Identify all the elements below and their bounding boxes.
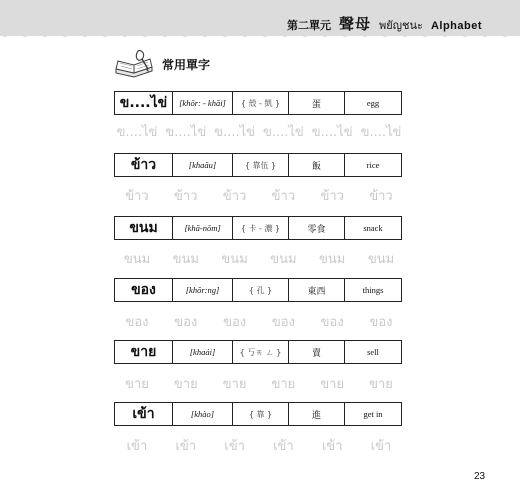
tracing-word: ขนม <box>123 251 151 267</box>
phonetic: [khaái] <box>173 341 233 363</box>
tracing-word: ขาย <box>125 376 149 392</box>
tracing-word: ขาย <box>369 376 393 392</box>
tracing-word: เข้า <box>273 438 294 454</box>
chapter-title-english: Alphabet <box>430 20 482 32</box>
english-meaning: things <box>362 285 384 295</box>
tracing-word: ของ <box>320 314 344 330</box>
tracing-word: ข....ไข่ <box>116 124 158 140</box>
thai-word: ของ <box>115 279 173 301</box>
tracing-word: ของ <box>223 314 247 330</box>
tracing-word: เข้า <box>126 438 148 454</box>
open-book-pencil-icon <box>112 47 160 79</box>
unit-label: 第二單元 <box>286 19 331 32</box>
tracing-word: ข....ไข่ <box>262 124 304 140</box>
tracing-word: ขาย <box>271 376 296 392</box>
tracing-word: ขาย <box>320 376 345 392</box>
tracing-practice-row <box>114 184 404 206</box>
phonetic: [khào] <box>173 403 233 425</box>
tracing-practice-row <box>114 310 404 332</box>
vocab-row <box>114 402 402 426</box>
tracing-word: ของ <box>369 314 393 330</box>
phonetic: [khă-nŏm] <box>173 217 233 239</box>
english-meaning: egg <box>366 98 380 108</box>
tracing-word: ขาย <box>222 376 247 392</box>
chinese-meaning: 零食 <box>289 217 345 239</box>
pronunciation-hint: { 靠伍 } <box>233 154 289 176</box>
tracing-word: เข้า <box>370 438 392 454</box>
phonetic: [khaău] <box>173 154 233 176</box>
pronunciation-hint: { 卡 - 濃 } <box>233 217 289 239</box>
vocab-row <box>114 278 402 302</box>
thai-word: ข้าว <box>115 154 173 176</box>
chinese-meaning: 賣 <box>289 341 345 363</box>
pronunciation-hint: { 丂ㄞ ㄥ } <box>233 341 289 363</box>
tracing-word: ข้าว <box>174 188 198 204</box>
chapter-title-chinese: 聲母 <box>338 15 371 33</box>
tracing-word: ข้าว <box>271 188 296 204</box>
tracing-practice-row <box>114 372 404 394</box>
vocab-row <box>114 91 402 115</box>
thai-word: เข้า <box>115 403 173 425</box>
tracing-word: ของ <box>174 314 198 330</box>
english-meaning: snack <box>363 223 383 233</box>
chinese-meaning: 東西 <box>289 279 345 301</box>
tracing-word: ข....ไข่ <box>360 124 402 140</box>
tracing-word: ข้าว <box>222 188 247 204</box>
tracing-word: ขนม <box>172 251 199 267</box>
tracing-word: ข....ไข่ <box>165 124 207 140</box>
vocab-row <box>114 216 402 240</box>
english-meaning: get in <box>363 409 383 419</box>
tracing-word: เข้า <box>224 438 245 454</box>
pronunciation-hint: { 靠 } <box>233 403 289 425</box>
english-meaning: sell <box>367 347 379 357</box>
tracing-practice-row <box>114 434 404 456</box>
tracing-word: ข้าว <box>320 188 344 204</box>
tracing-word: ข....ไข่ <box>214 124 256 140</box>
tracing-word: ขนม <box>221 251 248 267</box>
chapter-title-thai: พยัญชนะ <box>378 19 423 32</box>
thai-word: ข....ไข่ <box>115 92 173 114</box>
tracing-word: ของ <box>271 314 295 330</box>
chinese-meaning: 蛋 <box>289 92 345 114</box>
tracing-word: ของ <box>125 314 149 330</box>
section-title: 常用單字 <box>162 58 211 72</box>
tracing-word: ขนม <box>367 251 395 267</box>
tracing-word: เข้า <box>175 438 197 454</box>
tracing-word: ข้าว <box>125 188 149 204</box>
tracing-word: ขนม <box>270 251 297 267</box>
chinese-meaning: 進 <box>289 403 345 425</box>
tracing-practice-row <box>114 247 404 269</box>
english-meaning: rice <box>366 160 380 170</box>
phonetic: [khŏr: - khăi] <box>173 92 233 114</box>
thai-word: ขนม <box>115 217 173 239</box>
tracing-word: ขนม <box>319 251 346 267</box>
vocab-row <box>114 153 402 177</box>
tracing-practice-row <box>114 120 404 142</box>
tracing-word: เข้า <box>321 438 343 454</box>
chinese-meaning: 飯 <box>289 154 345 176</box>
tracing-word: ข้าว <box>369 188 393 204</box>
pronunciation-hint: { 殼 - 凱 } <box>233 92 289 114</box>
tracing-word: ข....ไข่ <box>311 124 353 140</box>
page-number: 23 <box>474 471 486 482</box>
vocab-row <box>114 340 402 364</box>
phonetic: [khŏr:ng] <box>173 279 233 301</box>
tracing-word: ขาย <box>173 376 198 392</box>
pronunciation-hint: { 孔 } <box>233 279 289 301</box>
thai-word: ขาย <box>115 341 173 363</box>
header-title <box>287 13 482 35</box>
